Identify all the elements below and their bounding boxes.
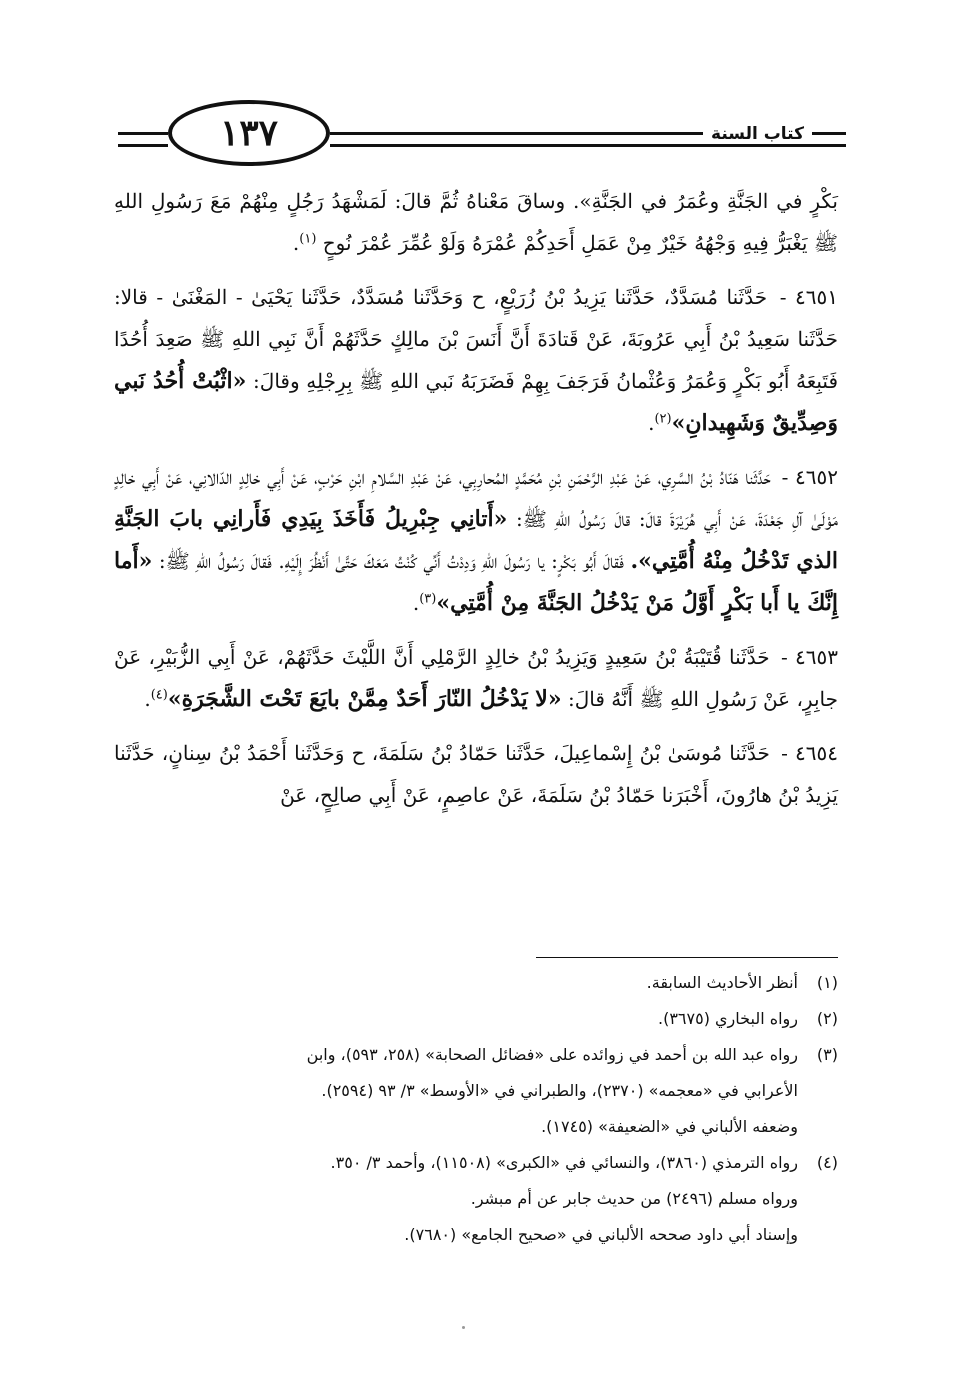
hadith-quote: «أَتانِي جِبْرِيلُ فَأَخَذَ بِيَدِي فَأَرانِي بابَ الجَنَّةِ الذي تَدْخُلُ مِنْهُ أُمَّتِي». xyxy=(114,506,838,574)
hadith-text: حَدَّثَنا مُوسَىٰ بْنُ إِسْماعِيلَ، حَدَّثَنا حَمّادُ بْنُ سَلَمَةَ، ح وَحَدَّثَنا أَحْمَدُ بْنُ سِنانٍ، حَدَّثَنا يَزِيدُ بْنُ هارُونَ، أَخْبَرَنا حَمّادُ بْنُ سَلَمَةَ، عَنْ عاصِمٍ، عَنْ أَبِي صالِحٍ، عَنْ xyxy=(114,741,838,807)
footnote-line: رواه البخاري (٣٦٧٥). xyxy=(658,1009,798,1028)
footnote-line: أنظر الأحاديث السابقة. xyxy=(646,973,798,992)
footnote-1 xyxy=(114,965,838,1001)
footnote-2 xyxy=(114,1001,838,1037)
paragraph-line: رَسُولِ اللهِ ﷺ يَغْبَرُّ فِيهِ وَجْهُهُ خَيْرٌ مِنْ عَمَلِ أَحَدِكُمْ عُمْرَهُ وَلَوْ عُمِّرَ عُمْرَ نُوحٍ xyxy=(114,189,838,255)
main-text xyxy=(114,180,838,828)
footnote-ref: (٣) xyxy=(419,591,437,607)
footnote-line: الأعرابي في «معجمه» (٢٣٧٠)، والطبراني في «الأوسط» ٣/ ٩٣ (٢٥٩٤). xyxy=(321,1081,798,1100)
hadith-4652: ٤٦٥٢ - حَدَّثَنا هَنّادُ بْنُ السَّرِي، عَنْ عَبْدِ الرَّحْمَنِ بْنِ مُحَمَّدٍ المُحارِبِي، عَنْ عَبْدِ السَّلامِ ابْنِ حَرْبٍ، عَنْ أَبِي خالِدٍ الدّالانِي، عَنْ أَبِي خالِدٍ مَوْلَىٰ آلِ جَعْدَةَ، عَنْ أَبِي هُرَيْرَةَ قالَ: قالَ رَسُولُ اللهِ ﷺ: «أَتانِي جِبْرِيلُ فَأَخَذَ بِيَدِي فَأَرانِي بابَ الجَنَّةِ الذي تَدْخُلُ مِنْهُ أُمَّتِي». فَقالَ أَبُو بَكْرٍ: يا رَسُولَ اللهِ وَدِدْتُ أَنِّي كُنْتُ مَعَكَ حَتَّىٰ أَنْظُرَ إِلَيْهِ. فَقالَ رَسُولُ اللهِ ﷺ: «أَما إِنَّكَ يا أَبا بَكْرٍ أَوَّلُ مَنْ يَدْخُلُ الجَنَّةَ مِنْ أُمَّتِي»$^{(٣)}$. xyxy=(114,465,838,616)
footnote-number: (٣) xyxy=(816,1045,838,1064)
footnote-number: (٢) xyxy=(816,1009,838,1028)
footnote-body xyxy=(114,1001,798,1037)
header-rule-left xyxy=(118,132,168,147)
hadith-number: ٤٦٥١ - xyxy=(779,285,838,309)
header-rule-tail xyxy=(818,132,846,147)
page-header xyxy=(118,96,846,176)
hadith-number: ٤٦٥٤ - xyxy=(781,741,838,765)
paragraph-continuation: بَكْرٍ في الجَنَّةِ وعُمَرُ في الجَنَّةِ». وساقَ مَعْناهُ ثُمَّ قالَ: لَمَشْهَدُ رَجُلٍ مِنْهُمْ مَعَ رَسُولِ اللهِ ﷺ يَغْبَرُّ فِيهِ وَجْهُهُ خَيْرٌ مِنْ عَمَلِ أَحَدِكُمْ عُمْرَهُ وَلَوْ عُمِّرَ عُمْرَ نُوحٍ $^{(١)}$. xyxy=(114,189,838,255)
hadith-4654 xyxy=(114,732,838,816)
footnote-3 xyxy=(114,1037,838,1145)
hadith-text: حَدَّثَنا مُسَدَّدٌ، حَدَّثَنا يَزِيدُ بْنُ زُرَيْعٍ، ح وَحَدَّثَنا مُسَدَّدٌ، حَدَّثَنا يَحْيَىٰ - المَغْنَىٰ - قالا: حَدَّثَنا سَعِيدُ بْنُ أَبِي عَرُوبَةَ، عَنْ قَتادَةَ أَنَّ أَنَسَ بْنَ مالِكٍ حَدَّثَهُمْ أَنَّ نَبِي اللهِ ﷺ صَعِدَ أُحُدًا فَتَبِعَهُ أَبُو بَكْرٍ وَعُمَرُ وَعُثْمانُ فَرَجَفَ بِهِمْ فَضَرَبَهُ نَبي اللهِ ﷺ بِرِجْلِهِ وقالَ: xyxy=(114,285,839,393)
footnote-body xyxy=(114,1145,798,1253)
footnote-line: وإسناد أبي داود صححه الألباني في «صحيح الجامع» (٧٦٨٠). xyxy=(404,1225,798,1244)
hadith-number: ٤٦٥٢ - xyxy=(781,465,838,489)
footnote-line: ورواه مسلم (٢٤٩٦) من حديث جابر عن أم مبشر. xyxy=(470,1189,798,1208)
footnote-line: رواه الترمذي (٣٨٦٠)، والنسائي في «الكبرى» (١١٥٠٨)، وأحمد ٣/ ٣٥٠. xyxy=(330,1153,798,1172)
scan-speck xyxy=(462,1326,465,1329)
footnote-body xyxy=(114,1037,798,1145)
hadith-4651: ٤٦٥١ - حَدَّثَنا مُسَدَّدٌ، حَدَّثَنا يَزِيدُ بْنُ زُرَيْعٍ، ح وَحَدَّثَنا مُسَدَّدٌ، حَدَّثَنا يَحْيَىٰ - المَغْنَىٰ - قالا: حَدَّثَنا سَعِيدُ بْنُ أَبِي عَرُوبَةَ، عَنْ قَتادَةَ أَنَّ أَنَسَ بْنَ مالِكٍ حَدَّثَهُمْ أَنَّ نَبِي اللهِ ﷺ صَعِدَ أُحُدًا فَتَبِعَهُ أَبُو بَكْرٍ وَعُمَرُ وَعُثْمانُ فَرَجَفَ بِهِمْ فَضَرَبَهُ نَبي اللهِ ﷺ بِرِجْلِهِ وقالَ: «اثْبُتْ أُحُدُ نَبي وَصِدِّيقٌ وَشَهِيدانِ»$^{(٢)}$. xyxy=(114,285,839,436)
footnote-line: وضعفه الألباني في «الضعيفة» (١٧٤٥). xyxy=(541,1117,798,1136)
hadith-number: ٤٦٥٣ - xyxy=(780,645,838,669)
hadith-text: فَقالَ أَبُو بَكْرٍ: يا رَسُولَ اللهِ وَدِدْتُ أَنِّي كُنْتُ مَعَكَ حَتَّىٰ أَنْظُرَ إِلَيْهِ. فَقالَ رَسُولُ اللهِ ﷺ: xyxy=(158,549,624,573)
hadith-quote: «اثْبُتْ أُحُدُ نَبي وَصِدِّيقٌ وَشَهِيدانِ» xyxy=(114,368,838,436)
hadith-quote: «لا يَدْخُلُ النّارَ أَحَدٌ مِمَّنْ بايَعَ تَحْتَ الشَّجَرَةِ» xyxy=(167,686,562,712)
hadith-4653: ٤٦٥٣ - حَدَّثَنا قُتَيْبَةُ بْنُ سَعِيدٍ وَيَزِيدُ بْنُ خالِدٍ الرَّمْلِي أَنَّ اللَّيْثَ حَدَّثَهُمْ، عَنْ أَبِي الزُّبَيْرِ، عَنْ جابِرٍ، عَنْ رَسُولِ اللهِ ﷺ أَنَّهُ قالَ: «لا يَدْخُلُ النّارَ أَحَدٌ مِمَّنْ بايَعَ تَحْتَ الشَّجَرَةِ»$^{(٤)}$. xyxy=(114,645,838,712)
footnote-number: (٤) xyxy=(816,1153,838,1172)
footnote-divider xyxy=(536,957,838,958)
hadith-text: حَدَّثَنا هَنّادُ بْنُ السَّرِي، عَنْ عَبْدِ الرَّحْمَنِ بْنِ مُحَمَّدٍ المُحارِبِي، عَنْ عَبْدِ السَّلامِ ابْنِ حَرْبٍ، عَنْ أَبِي خالِدٍ الدّالانِي، عَنْ أَبِي خالِدٍ مَوْلَىٰ آلِ جَعْدَةَ، عَنْ أَبِي هُرَيْرَةَ قالَ: قالَ رَسُولُ اللهِ ﷺ: xyxy=(114,465,838,531)
footnote-ref: (٤) xyxy=(150,687,168,703)
footnote-line: رواه عبد الله بن أحمد في زوائده على «فضائل الصحابة» (٢٥٨، ٥٩٣)، وابن xyxy=(306,1045,798,1064)
running-head: كتاب السنة xyxy=(703,124,812,144)
page-number: ١٣٧ xyxy=(220,112,279,154)
hadith-text: حَدَّثَنا قُتَيْبَةُ بْنُ سَعِيدٍ وَيَزِيدُ بْنُ خالِدٍ الرَّمْلِي أَنَّ اللَّيْثَ حَدَّثَهُمْ، عَنْ أَبِي الزُّبَيْرِ، عَنْ جابِرٍ، عَنْ رَسُولِ اللهِ ﷺ أَنَّهُ قالَ: xyxy=(114,645,838,711)
page-number-badge xyxy=(168,100,330,166)
hadith-quote: «أَما إِنَّكَ يا أَبا بَكْرٍ أَوَّلُ مَنْ يَدْخُلُ الجَنَّةَ مِنْ أُمَّتِي» xyxy=(114,548,838,616)
paragraph-line: بَكْرٍ في الجَنَّةِ وعُمَرُ في الجَنَّةِ». وساقَ مَعْناهُ ثُمَّ قالَ: لَمَشْهَدُ رَجُلٍ مِنْهُمْ مَعَ xyxy=(210,189,838,213)
footnote-number: (١) xyxy=(816,973,838,992)
footnote-ref: (٢) xyxy=(654,411,672,427)
footnotes xyxy=(114,965,838,1253)
footnote-body xyxy=(114,965,798,1001)
footnote-4 xyxy=(114,1145,838,1253)
footnote-ref: (١) xyxy=(299,231,317,247)
